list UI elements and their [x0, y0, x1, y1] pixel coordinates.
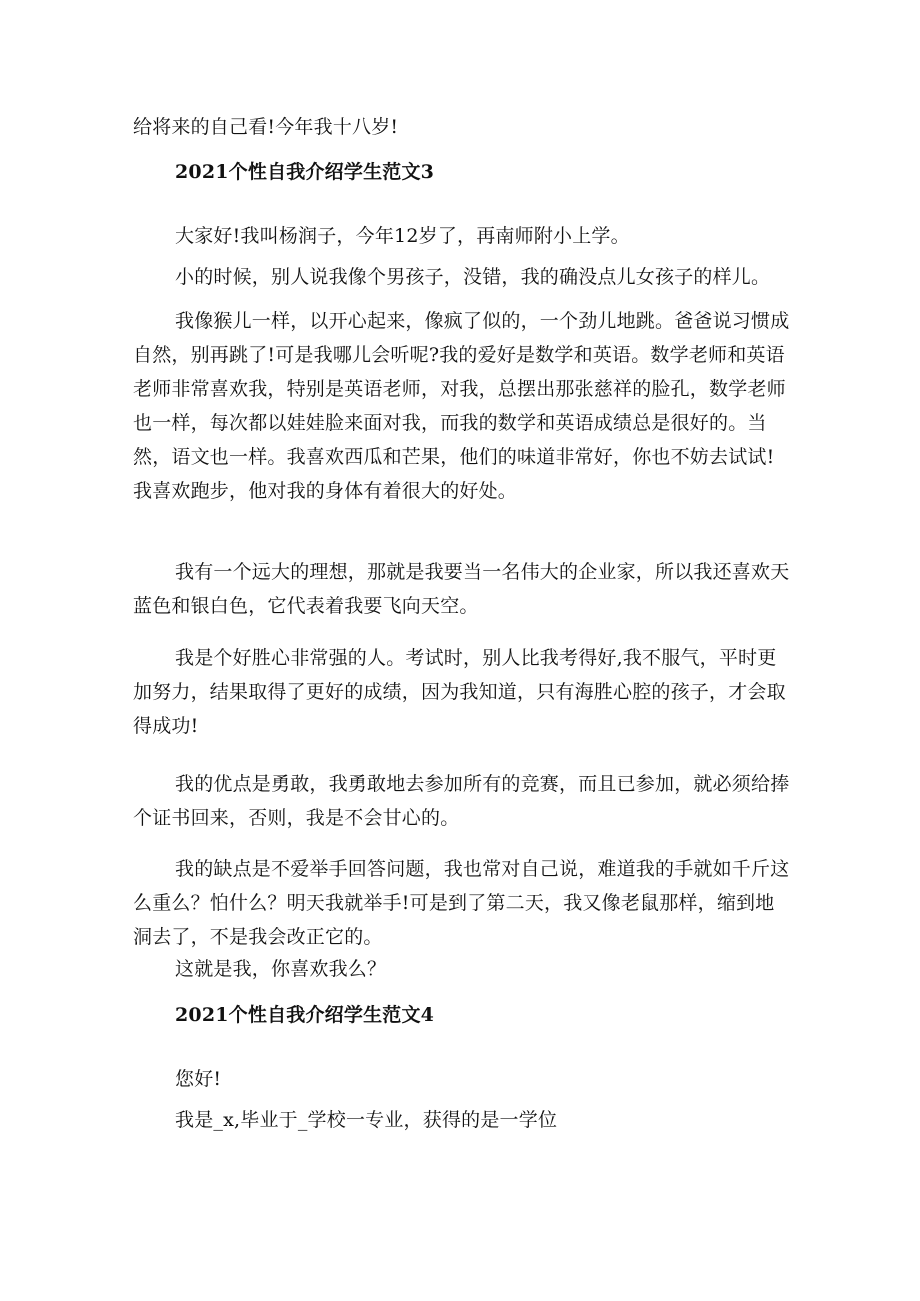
section-3-paragraph-2: 小的时候，别人说我像个男孩子，没错，我的确没点儿女孩子的样儿。: [175, 266, 771, 288]
section-4-intro: 我是_x,毕业于_学校一专业，获得的是一学位: [175, 1109, 558, 1131]
section-3-heading: 2021个性自我介绍学生范文3: [175, 161, 435, 183]
section-3-paragraph-1: 大家好!我叫杨润子，今年12岁了，再南师附小上学。: [175, 225, 630, 247]
section-4-greeting: 您好!: [175, 1068, 222, 1090]
section-3-paragraph-6: 我的优点是勇敢，我勇敢地去参加所有的竞赛，而且已参加，就必须给捧个证书回来，否则，我是不会甘心的。: [133, 773, 790, 829]
section-4-heading: 2021个性自我介绍学生范文4: [175, 1004, 435, 1026]
section-3-paragraph-8: 这就是我，你喜欢我么？: [175, 958, 387, 980]
section-3-paragraph-5: 我是个好胜心非常强的人。考试时，别人比我考得好,我不服气，平时更加努力，结果取得了更好的成绩，因为我知道，只有海胜心腔的孩子，才会取得成功!: [133, 647, 786, 737]
paragraph-continuation: 给将来的自己看!今年我十八岁!: [133, 116, 399, 138]
section-3-paragraph-3: 我像猴儿一样，以开心起来，像疯了似的，一个劲儿地跳。爸爸说习惯成自然，别再跳了!可是我哪儿会听呢?我的爱好是数学和英语。数学老师和英语老师非常喜欢我，特别是英语老师，对我，总摆出那张慈祥的脸孔，数学老师也一样，每次都以娃娃脸来面对我，而我的数学和英语成绩总是很好的。当然，语文也一样。我喜欢西瓜和芒果，他们的味道非常好，你也不妨去试试!我喜欢跑步，他对我的身体有着很大的好处。: [133, 310, 790, 502]
section-3-paragraph-7: 我的缺点是不爱举手回答问题，我也常对自己说，难道我的手就如千斤这么重么？怕什么？明天我就举手!可是到了第二天，我又像老鼠那样，缩到地洞去了，不是我会改正它的。: [133, 858, 790, 948]
section-3-paragraph-4: 我有一个远大的理想，那就是我要当一名伟大的企业家，所以我还喜欢天蓝色和银白色，它代表着我要飞向天空。: [133, 561, 790, 617]
